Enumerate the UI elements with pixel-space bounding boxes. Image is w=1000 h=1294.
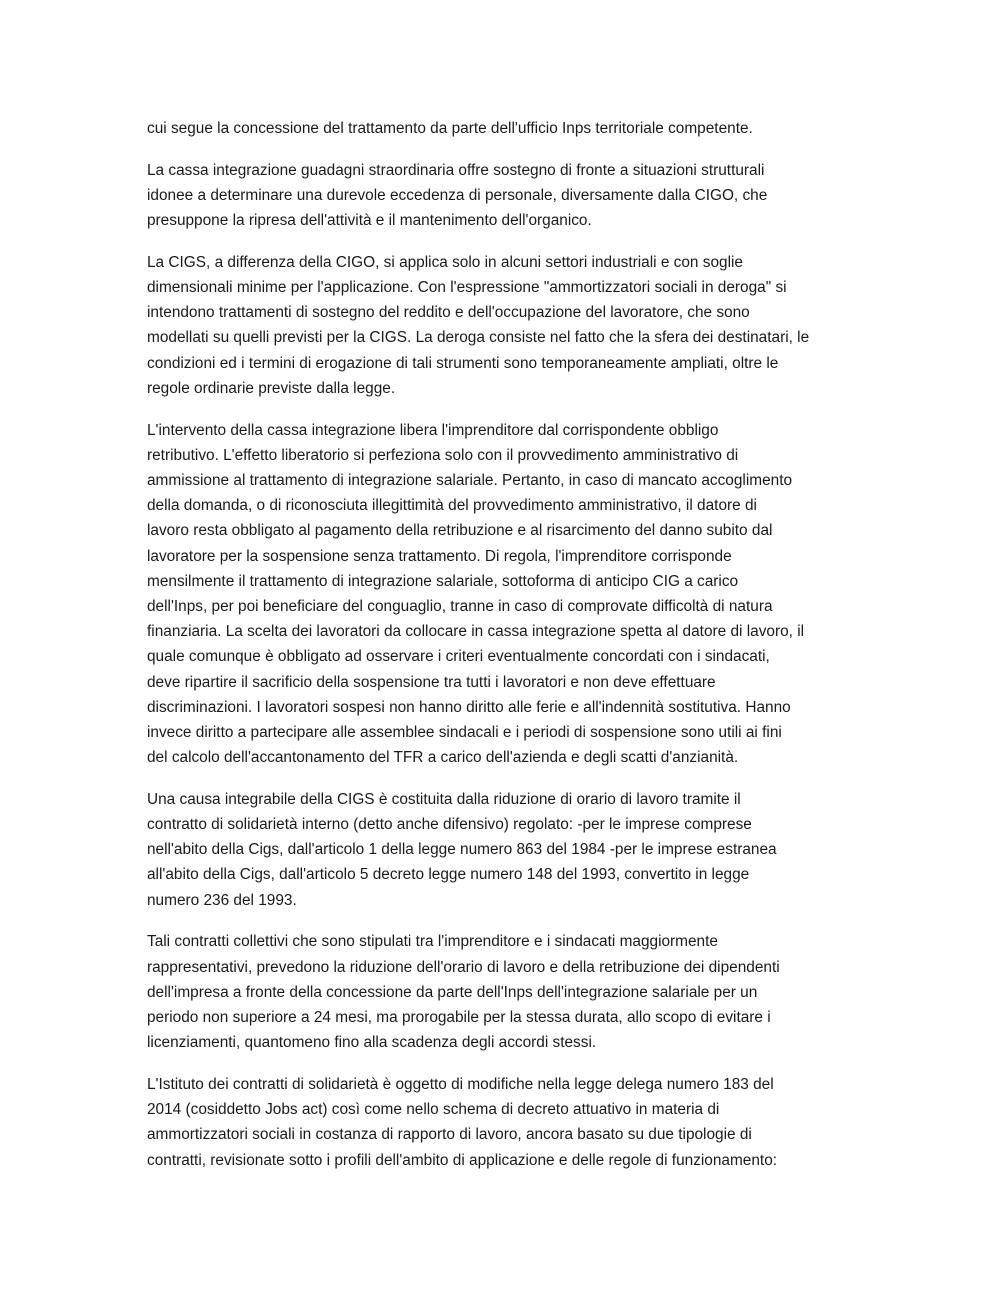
text-line: nell'abito della Cigs, dall'articolo 1 della legge numero 863 del 1984 -per le imprese estranea — [147, 841, 777, 859]
text-line: numero 236 del 1993. — [147, 891, 297, 909]
paragraph — [147, 418, 853, 771]
text-line: finanziaria. La scelta dei lavoratori da collocare in cassa integrazione spetta al datore di lavoro, il — [147, 623, 805, 641]
text-line: rappresentativi, prevedono la riduzione dell'orario di lavoro e della retribuzione dei dipendenti — [147, 958, 780, 976]
text-line: L'Istituto dei contratti di solidarietà è oggetto di modifiche nella legge delega numero 183 del — [147, 1075, 774, 1093]
text-line: 2014 (cosiddetto Jobs act) così come nello schema di decreto attuativo in materia di — [147, 1101, 720, 1119]
paragraph — [147, 787, 853, 913]
text-line: dell'Inps, per poi beneficiare del conguaglio, tranne in caso di comprovate difficoltà di natura — [147, 597, 773, 615]
text-line: ammissione al trattamento di integrazione salariale. Pertanto, in caso di mancato accoglimento — [147, 471, 793, 489]
text-line: Tali contratti collettivi che sono stipulati tra l'imprenditore e i sindacati maggiormente — [147, 933, 718, 951]
text-line: Una causa integrabile della CIGS è costituita dalla riduzione di orario di lavoro tramite il — [147, 790, 741, 808]
text-line: L'intervento della cassa integrazione libera l'imprenditore dal corrispondente obbligo — [147, 421, 719, 439]
text-line: presuppone la ripresa dell'attività e il mantenimento dell'organico. — [147, 212, 592, 230]
text-line: licenziamenti, quantomeno fino alla scadenza degli accordi stessi. — [147, 1034, 597, 1052]
text-line: lavoro resta obbligato al pagamento della retribuzione e al risarcimento del danno subito dal — [147, 522, 773, 540]
paragraph — [147, 158, 853, 234]
text-line: condizioni ed i termini di erogazione di tali strumenti sono temporaneamente ampliati, oltre le — [147, 354, 779, 372]
text-line: La CIGS, a differenza della CIGO, si applica solo in alcuni settori industriali e con soglie — [147, 253, 743, 271]
text-line: idonee a determinare una durevole eccedenza di personale, diversamente dalla CIGO, che — [147, 186, 768, 204]
text-line: deve ripartire il sacrificio della sospensione tra tutti i lavoratori e non deve effettuare — [147, 673, 716, 691]
text-line: ammortizzatori sociali in costanza di rapporto di lavoro, ancora basato su due tipologie di — [147, 1126, 752, 1144]
text-line: cui segue la concessione del trattamento da parte dell'ufficio Inps territoriale competente. — [147, 120, 753, 137]
paragraph — [147, 116, 853, 141]
text-line: all'abito della Cigs, dall'articolo 5 decreto legge numero 148 del 1993, convertito in legge — [147, 866, 750, 884]
text-line: invece diritto a partecipare alle assemblee sindacali e i periodi di sospensione sono utili ai fini — [147, 723, 782, 741]
text-line: lavoratore per la sospensione senza trattamento. Di regola, l'imprenditore corrisponde — [147, 547, 732, 565]
text-line: modellati su quelli previsti per la CIGS. La deroga consiste nel fatto che la sfera dei destinatari, le — [147, 329, 810, 347]
text-line: contratto di solidarietà interno (detto anche difensivo) regolato: -per le imprese comprese — [147, 816, 752, 834]
text-line: quale comunque è obbligato ad osservare i criteri eventualmente concordati con i sindacati, — [147, 648, 770, 666]
text-line: della domanda, o di riconosciuta illegittimità del provvedimento amministrativo, il datore di — [147, 497, 757, 515]
paragraph — [147, 929, 853, 1055]
text-line: regole ordinarie previste dalla legge. — [147, 379, 396, 397]
text-line: periodo non superiore a 24 mesi, ma prorogabile per la stessa durata, allo scopo di evitare i — [147, 1009, 771, 1026]
text-line: del calcolo dell'accantonamento del TFR a carico dell'azienda e degli scatti d'anzianità. — [147, 749, 739, 767]
text-line: dell'impresa a fronte della concessione da parte dell'Inps dell'integrazione salariale per un — [147, 983, 758, 1001]
text-line: retributivo. L'effetto liberatorio si perfeziona solo con il provvedimento amministrativo di — [147, 446, 739, 464]
paragraph — [147, 1072, 853, 1173]
text-line: La cassa integrazione guadagni straordinaria offre sostegno di fronte a situazioni strutturali — [147, 161, 765, 179]
text-line: mensilmente il trattamento di integrazione salariale, sottoforma di anticipo CIG a carico — [147, 572, 739, 590]
text-line: contratti, revisionate sotto i profili dell'ambito di applicazione e delle regole di funzionamento: — [147, 1151, 778, 1169]
text-line: discriminazioni. I lavoratori sospesi non hanno diritto alle ferie e all'indennità sostitutiva. Hanno — [147, 698, 791, 716]
text-line: dimensionali minime per l'applicazione. Con l'espressione "ammortizzatori sociali in deroga" si — [147, 279, 787, 297]
document-body — [147, 116, 853, 1189]
text-line: intendono trattamenti di sostegno del reddito e dell'occupazione del lavoratore, che sono — [147, 304, 750, 322]
paragraph — [147, 250, 853, 401]
